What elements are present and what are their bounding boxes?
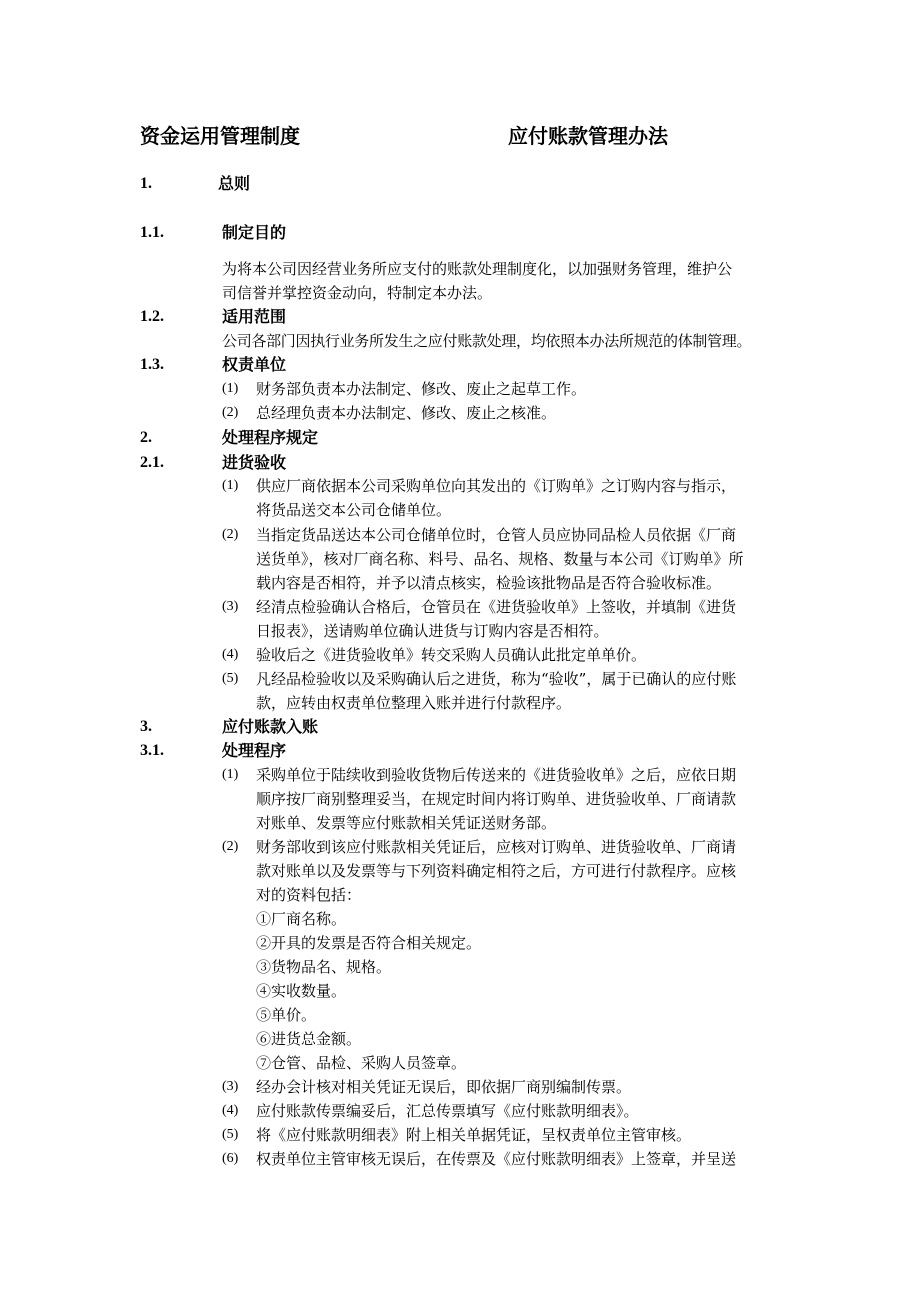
header-right: 应付账款管理办法 bbox=[508, 124, 668, 148]
paragraph-line: 为将本公司因经营业务所应支付的账款处理制度化，以加强财务管理，维护公 bbox=[222, 260, 733, 278]
list-item-continued: 款，应转由权责单位整理入账并进行付款程序。 bbox=[256, 694, 572, 712]
sub-list-item: ④实收数量。 bbox=[256, 982, 347, 1000]
paragraph-line: 司信誉并掌控资金动向，特制定本办法。 bbox=[222, 284, 493, 302]
section-title: 处理程序 bbox=[222, 741, 287, 760]
list-marker: (3) bbox=[222, 599, 239, 614]
paragraph-line: 公司各部门因执行业务所发生之应付账款处理，均依照本办法所规范的体制管理。 bbox=[222, 332, 752, 350]
section-number: 3.1. bbox=[140, 742, 164, 759]
list-marker: (3) bbox=[222, 1079, 239, 1094]
section-number: 1.1. bbox=[140, 224, 164, 241]
section-number: 1. bbox=[140, 175, 152, 192]
list-marker: (4) bbox=[222, 647, 239, 662]
header-left: 资金运用管理制度 bbox=[140, 124, 300, 148]
list-item: 经办会计核对相关凭证无误后，即依据厂商别编制传票。 bbox=[256, 1078, 632, 1096]
list-item-continued: 款对账单以及发票等与下列资料确定相符之后，方可进行付款程序。应核 bbox=[256, 862, 737, 880]
list-marker: (1) bbox=[222, 381, 239, 396]
list-item-continued: 对的资料包括： bbox=[256, 886, 362, 904]
list-item: 经清点检验确认合格后，仓管员在《进货验收单》上签收，并填制《进货 bbox=[256, 598, 737, 616]
list-marker: (2) bbox=[222, 405, 239, 420]
list-item-continued: 送货单》，核对厂商名称、料号、品名、规格、数量与本公司《订购单》所 bbox=[256, 550, 744, 568]
list-item-continued: 载内容是否相符，并予以清点核实，检验该批物品是否符合验收标准。 bbox=[256, 574, 722, 592]
list-item-continued: 顺序按厂商别整理妥当，在规定时间内将订购单、进货验收单、厂商请款 bbox=[256, 790, 737, 808]
list-marker: (5) bbox=[222, 671, 239, 686]
list-marker: (4) bbox=[222, 1103, 239, 1118]
section-number: 2. bbox=[140, 429, 152, 446]
section-number: 3. bbox=[140, 718, 152, 735]
list-item: 供应厂商依据本公司采购单位向其发出的《订购单》之订购内容与指示， bbox=[256, 477, 737, 495]
list-item: 财务部收到该应付账款相关凭证后，应核对订购单、进货验收单、厂商请 bbox=[256, 838, 737, 856]
list-item: 财务部负责本办法制定、修改、废止之起草工作。 bbox=[256, 380, 587, 398]
list-marker: (5) bbox=[222, 1127, 239, 1142]
section-title: 适用范围 bbox=[222, 307, 287, 326]
sub-list-item: ①厂商名称。 bbox=[256, 910, 347, 928]
sub-list-item: ⑥进货总金额。 bbox=[256, 1030, 362, 1048]
sub-list-item: ⑤单价。 bbox=[256, 1006, 317, 1024]
list-marker: (2) bbox=[222, 839, 239, 854]
list-item: 将《应付账款明细表》附上相关单据凭证，呈权责单位主管审核。 bbox=[256, 1126, 692, 1144]
sub-list-item: ②开具的发票是否符合相关规定。 bbox=[256, 934, 482, 952]
list-item-continued: 日报表》，送请购单位确认进货与订购内容是否相符。 bbox=[256, 622, 609, 640]
list-marker: (1) bbox=[222, 478, 239, 493]
list-item: 采购单位于陆续收到验收货物后传送来的《进货验收单》之后，应依日期 bbox=[256, 766, 737, 784]
list-item-continued: 将货品送交本公司仓储单位。 bbox=[256, 501, 452, 519]
section-number: 2.1. bbox=[140, 454, 164, 471]
list-item: 总经理负责本办法制定、修改、废止之核准。 bbox=[256, 404, 557, 422]
section-title: 进货验收 bbox=[222, 453, 287, 472]
section-number: 1.2. bbox=[140, 308, 164, 325]
section-title: 制定目的 bbox=[222, 223, 287, 242]
list-marker: (1) bbox=[222, 767, 239, 782]
section-title: 总则 bbox=[218, 174, 251, 193]
sub-list-item: ③货物品名、规格。 bbox=[256, 958, 392, 976]
list-item: 凡经品检验收以及采购确认后之进货，称为“验收”，属于已确认的应付账 bbox=[256, 670, 737, 688]
list-item: 权责单位主管审核无误后，在传票及《应付账款明细表》上签章，并呈送 bbox=[256, 1150, 737, 1168]
list-item: 当指定货品送达本公司仓储单位时，仓管人员应协同品检人员依据《厂商 bbox=[256, 526, 737, 544]
list-marker: (2) bbox=[222, 527, 239, 542]
section-title: 权责单位 bbox=[222, 355, 287, 374]
list-marker: (6) bbox=[222, 1151, 239, 1166]
section-title: 应付账款入账 bbox=[222, 717, 319, 736]
sub-list-item: ⑦仓管、品检、采购人员签章。 bbox=[256, 1054, 467, 1072]
section-title: 处理程序规定 bbox=[222, 428, 319, 447]
list-item: 应付账款传票编妥后，汇总传票填写《应付账款明细表》。 bbox=[256, 1102, 639, 1120]
list-item: 验收后之《进货验收单》转交采购人员确认此批定单单价。 bbox=[256, 646, 647, 664]
list-item-continued: 对账单、发票等应付账款相关凭证送财务部。 bbox=[256, 814, 557, 832]
section-number: 1.3. bbox=[140, 356, 164, 373]
